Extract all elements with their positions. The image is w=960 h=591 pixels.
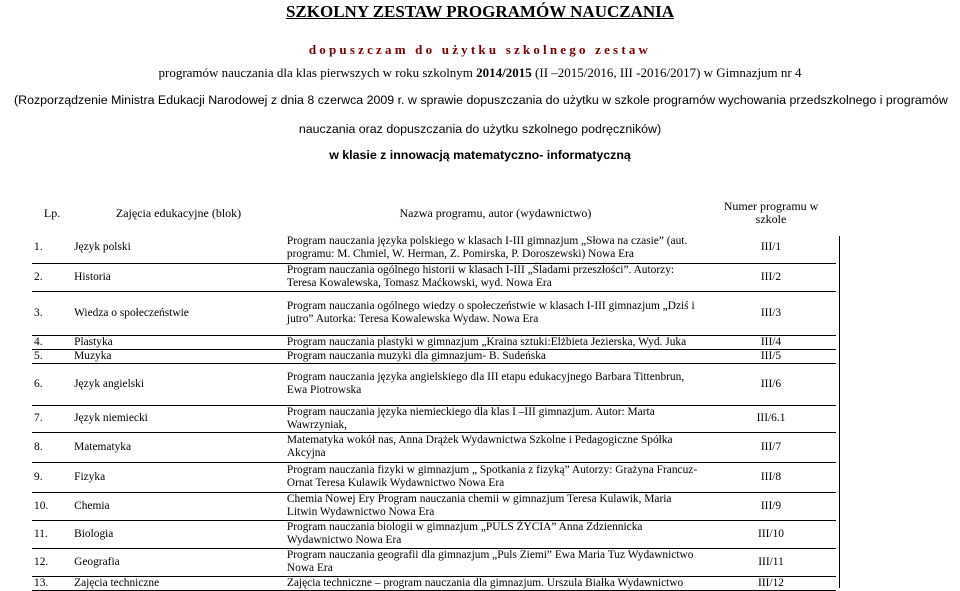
row-program: Program nauczania plastyki w gimnazjum „Kraina sztuki:Elżbieta Jezierska, Wyd. Juka bbox=[285, 335, 706, 349]
school-year-line-pre: programów nauczania dla klas pierwszych w roku szkolnym bbox=[158, 65, 477, 80]
regulation-line-continued: nauczania oraz dopuszczania do użytku szkolnego podręczników) bbox=[298, 122, 662, 136]
table-row bbox=[32, 335, 836, 349]
row-program: Program nauczania języka niemieckiego dla klas I –III gimnazjum. Autor: Marta Wawrzyniak, bbox=[285, 405, 706, 432]
row-number: III/10 bbox=[706, 520, 836, 548]
row-number: III/11 bbox=[706, 548, 836, 576]
row-subject: Język angielski bbox=[72, 363, 285, 405]
row-subject: Język polski bbox=[72, 233, 285, 263]
row-program: Program nauczania geografii dla gimnazjum „Puls Ziemi” Ewa Maria Tuz Wydawnictwo Nowa Era bbox=[285, 548, 706, 576]
header-number: Numer programu w szkole bbox=[723, 199, 819, 226]
row-subject: Język niemiecki bbox=[72, 405, 285, 432]
school-year-line bbox=[0, 65, 960, 81]
row-lp: 12. bbox=[32, 548, 72, 576]
table-row bbox=[32, 576, 836, 590]
table-row bbox=[32, 363, 836, 405]
row-lp: 10. bbox=[32, 492, 72, 520]
row-program: Program nauczania ogólnego wiedzy o społeczeństwie w klasach I-III gimnazjum „Dziś i jutro” Autorka: Teresa Kowalewska Wydaw. Nowa Era bbox=[285, 291, 706, 335]
row-program: Program nauczania biologii w gimnazjum „PULS ŻYCIA” Anna Zdziennicka Wydawnictwo Nowa Era bbox=[285, 520, 706, 548]
row-number: III/6.1 bbox=[706, 405, 836, 432]
table-row bbox=[32, 405, 836, 432]
header-subject: Zajęcia edukacyjne (blok) bbox=[115, 205, 242, 220]
row-lp: 8. bbox=[32, 432, 72, 462]
row-number: III/3 bbox=[706, 291, 836, 335]
school-year-line-post: (II –2015/2016, III -2016/2017) w Gimnazjum nr 4 bbox=[531, 65, 802, 80]
row-number: III/5 bbox=[706, 349, 836, 363]
row-program: Matematyka wokół nas, Anna Drążek Wydawnictwa Szkolne i Pedagogiczne Spółka Akcyjna bbox=[285, 432, 706, 462]
table-row bbox=[32, 349, 836, 363]
row-lp: 1. bbox=[32, 233, 72, 263]
row-lp: 7. bbox=[32, 405, 72, 432]
row-number: III/7 bbox=[706, 432, 836, 462]
row-subject: Plastyka bbox=[72, 335, 285, 349]
row-subject: Wiedza o społeczeństwie bbox=[72, 291, 285, 335]
row-number: III/2 bbox=[706, 263, 836, 291]
row-subject: Chemia bbox=[72, 492, 285, 520]
row-subject: Historia bbox=[72, 263, 285, 291]
table-header-row bbox=[32, 193, 836, 233]
table-row bbox=[32, 432, 836, 462]
row-lp: 13. bbox=[32, 576, 72, 590]
row-number: III/8 bbox=[706, 462, 836, 492]
table-row bbox=[32, 462, 836, 492]
row-program: Program nauczania języka angielskiego dla III etapu edukacyjnego Barbara Tittenbrun, Ewa Piotrowska bbox=[285, 363, 706, 405]
table-row bbox=[32, 520, 836, 548]
row-lp: 4. bbox=[32, 335, 72, 349]
table-right-border bbox=[839, 236, 840, 588]
regulation-line: (Rozporządzenie Ministra Edukacji Narodowej z dnia 8 czerwca 2009 r. w sprawie dopuszczania do użytku w szkole programów wychowania przedszkolnego i programów bbox=[14, 93, 948, 107]
row-number: III/4 bbox=[706, 335, 836, 349]
row-lp: 2. bbox=[32, 263, 72, 291]
table-row bbox=[32, 233, 836, 263]
row-lp: 6. bbox=[32, 363, 72, 405]
row-lp: 5. bbox=[32, 349, 72, 363]
document-title: SZKOLNY ZESTAW PROGRAMÓW NAUCZANIA bbox=[285, 2, 675, 21]
row-subject: Geografia bbox=[72, 548, 285, 576]
row-subject: Matematyka bbox=[72, 432, 285, 462]
table-row bbox=[32, 492, 836, 520]
row-number: III/6 bbox=[706, 363, 836, 405]
row-program: Program nauczania fizyki w gimnazjum „ Spotkania z fizyką” Autorzy: Grażyna Francuz-Ornat Teresa Kulawik Wydawnictwo Nowa Era bbox=[285, 462, 706, 492]
row-program: Program nauczania języka polskiego w klasach I-III gimnazjum „Słowa na czasie” (aut. programu: M. Chmiel, W. Herman, Z. Pomirska, P. Doroszewski) Nowa Era bbox=[285, 233, 706, 263]
row-program: Zajęcia techniczne – program nauczania dla gimnazjum. Urszula Białka Wydawnictwo bbox=[285, 576, 706, 590]
header-lp: Lp. bbox=[43, 205, 61, 220]
row-number: III/12 bbox=[706, 576, 836, 590]
header-program: Nazwa programu, autor (wydawnictwo) bbox=[399, 205, 592, 220]
row-number: III/9 bbox=[706, 492, 836, 520]
row-number: III/1 bbox=[706, 233, 836, 263]
row-subject: Fizyka bbox=[72, 462, 285, 492]
row-lp: 3. bbox=[32, 291, 72, 335]
row-lp: 11. bbox=[32, 520, 72, 548]
table-row bbox=[32, 263, 836, 291]
school-year: 2014/2015 bbox=[476, 65, 532, 80]
class-innovation-line: w klasie z innowacją matematyczno- informatyczną bbox=[329, 148, 631, 162]
programs-table bbox=[32, 193, 836, 591]
row-subject: Biologia bbox=[72, 520, 285, 548]
row-program: Program nauczania muzyki dla gimnazjum- B. Sudeńska bbox=[285, 349, 706, 363]
document-subtitle: dopuszczam do użytku szkolnego zestaw bbox=[308, 42, 652, 57]
row-lp: 9. bbox=[32, 462, 72, 492]
row-subject: Muzyka bbox=[72, 349, 285, 363]
row-program: Chemia Nowej Ery Program nauczania chemii w gimnazjum Teresa Kulawik, Maria Litwin Wydawnictwo Nowa Era bbox=[285, 492, 706, 520]
table-row bbox=[32, 548, 836, 576]
row-subject: Zajęcia techniczne bbox=[72, 576, 285, 590]
row-program: Program nauczania ogólnego historii w klasach I-III „Śladami przeszłości”. Autorzy: Teresa Kowalewska, Tomasz Maćkowski, wyd. Nowa Era bbox=[285, 263, 706, 291]
table-row bbox=[32, 291, 836, 335]
